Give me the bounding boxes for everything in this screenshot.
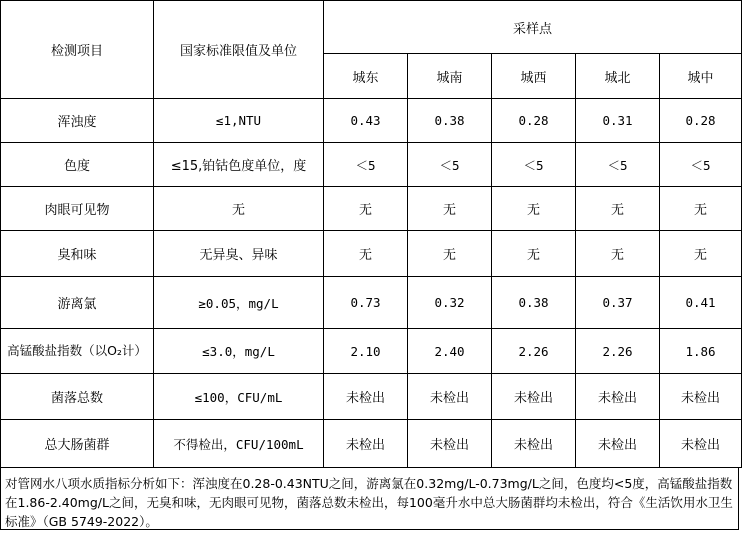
row-value: ＜5 — [324, 143, 408, 187]
table-row — [1, 329, 742, 374]
analysis-note: 对管网水八项水质指标分析如下：浑浊度在0.28-0.43NTU之间，游离氯在0.32mg/L-0.73mg/L之间，色度均<5度，高锰酸盐指数在1.86-2.40mg/L之间，无臭和味，无肉眼可见物，菌落总数未检出，每100毫升水中总大肠菌群均未检出，符合《生活饮用水卫生标准》（GB 5749-2022）。 — [0, 468, 739, 530]
row-value: 2.26 — [492, 329, 576, 374]
table-row — [1, 277, 742, 329]
table-row — [1, 99, 742, 143]
row-limit: ≤15,铂钴色度单位，度 — [154, 143, 324, 187]
row-value: ＜5 — [660, 143, 742, 187]
row-value: 0.73 — [324, 277, 408, 329]
row-value: 1.86 — [660, 329, 742, 374]
row-limit: 无异臭、异味 — [154, 231, 324, 277]
table-row — [1, 420, 742, 468]
row-value: 无 — [576, 231, 660, 277]
row-value: 未检出 — [576, 420, 660, 468]
row-value: 0.41 — [660, 277, 742, 329]
row-value: 未检出 — [408, 374, 492, 420]
header-item: 检测项目 — [1, 1, 154, 99]
row-item: 臭和味 — [1, 231, 154, 277]
header-site: 城中 — [660, 54, 742, 99]
row-limit: 不得检出，CFU/100mL — [154, 420, 324, 468]
header-site: 城东 — [324, 54, 408, 99]
header-limit: 国家标准限值及单位 — [154, 1, 324, 99]
header-site: 城西 — [492, 54, 576, 99]
row-value: 无 — [660, 231, 742, 277]
row-value: 未检出 — [660, 420, 742, 468]
row-limit: ≤3.0，mg/L — [154, 329, 324, 374]
row-value: ＜5 — [408, 143, 492, 187]
row-limit: ≤1,NTU — [154, 99, 324, 143]
row-value: 0.37 — [576, 277, 660, 329]
row-value: 无 — [324, 187, 408, 231]
row-value: 0.38 — [492, 277, 576, 329]
row-value: 0.28 — [660, 99, 742, 143]
header-site: 城南 — [408, 54, 492, 99]
row-value: 0.31 — [576, 99, 660, 143]
row-value: 未检出 — [576, 374, 660, 420]
row-value: 2.40 — [408, 329, 492, 374]
row-item: 肉眼可见物 — [1, 187, 154, 231]
row-limit: ≤100，CFU/mL — [154, 374, 324, 420]
row-item: 游离氯 — [1, 277, 154, 329]
table-row — [1, 231, 742, 277]
row-value: 2.26 — [576, 329, 660, 374]
row-item: 浑浊度 — [1, 99, 154, 143]
row-value: 未检出 — [492, 374, 576, 420]
row-limit: 无 — [154, 187, 324, 231]
row-value: ＜5 — [576, 143, 660, 187]
row-value: 2.10 — [324, 329, 408, 374]
table-row — [1, 143, 742, 187]
row-value: 无 — [408, 187, 492, 231]
row-item: 总大肠菌群 — [1, 420, 154, 468]
row-value: 未检出 — [660, 374, 742, 420]
row-limit: ≥0.05，mg/L — [154, 277, 324, 329]
row-value: 0.38 — [408, 99, 492, 143]
header-sampling: 采样点 — [324, 1, 742, 54]
row-value: 未检出 — [324, 374, 408, 420]
row-value: 无 — [324, 231, 408, 277]
row-value: 无 — [408, 231, 492, 277]
row-value: 0.28 — [492, 99, 576, 143]
row-value: 无 — [576, 187, 660, 231]
row-value: 未检出 — [324, 420, 408, 468]
row-value: 无 — [660, 187, 742, 231]
row-value: ＜5 — [492, 143, 576, 187]
header-site: 城北 — [576, 54, 660, 99]
row-value: 未检出 — [492, 420, 576, 468]
table-row — [1, 374, 742, 420]
row-value: 无 — [492, 187, 576, 231]
row-item: 菌落总数 — [1, 374, 154, 420]
row-item: 色度 — [1, 143, 154, 187]
row-value: 0.32 — [408, 277, 492, 329]
row-value: 无 — [492, 231, 576, 277]
row-value: 0.43 — [324, 99, 408, 143]
row-item: 高锰酸盐指数（以O₂计） — [1, 329, 154, 374]
row-value: 未检出 — [408, 420, 492, 468]
table-row — [1, 187, 742, 231]
